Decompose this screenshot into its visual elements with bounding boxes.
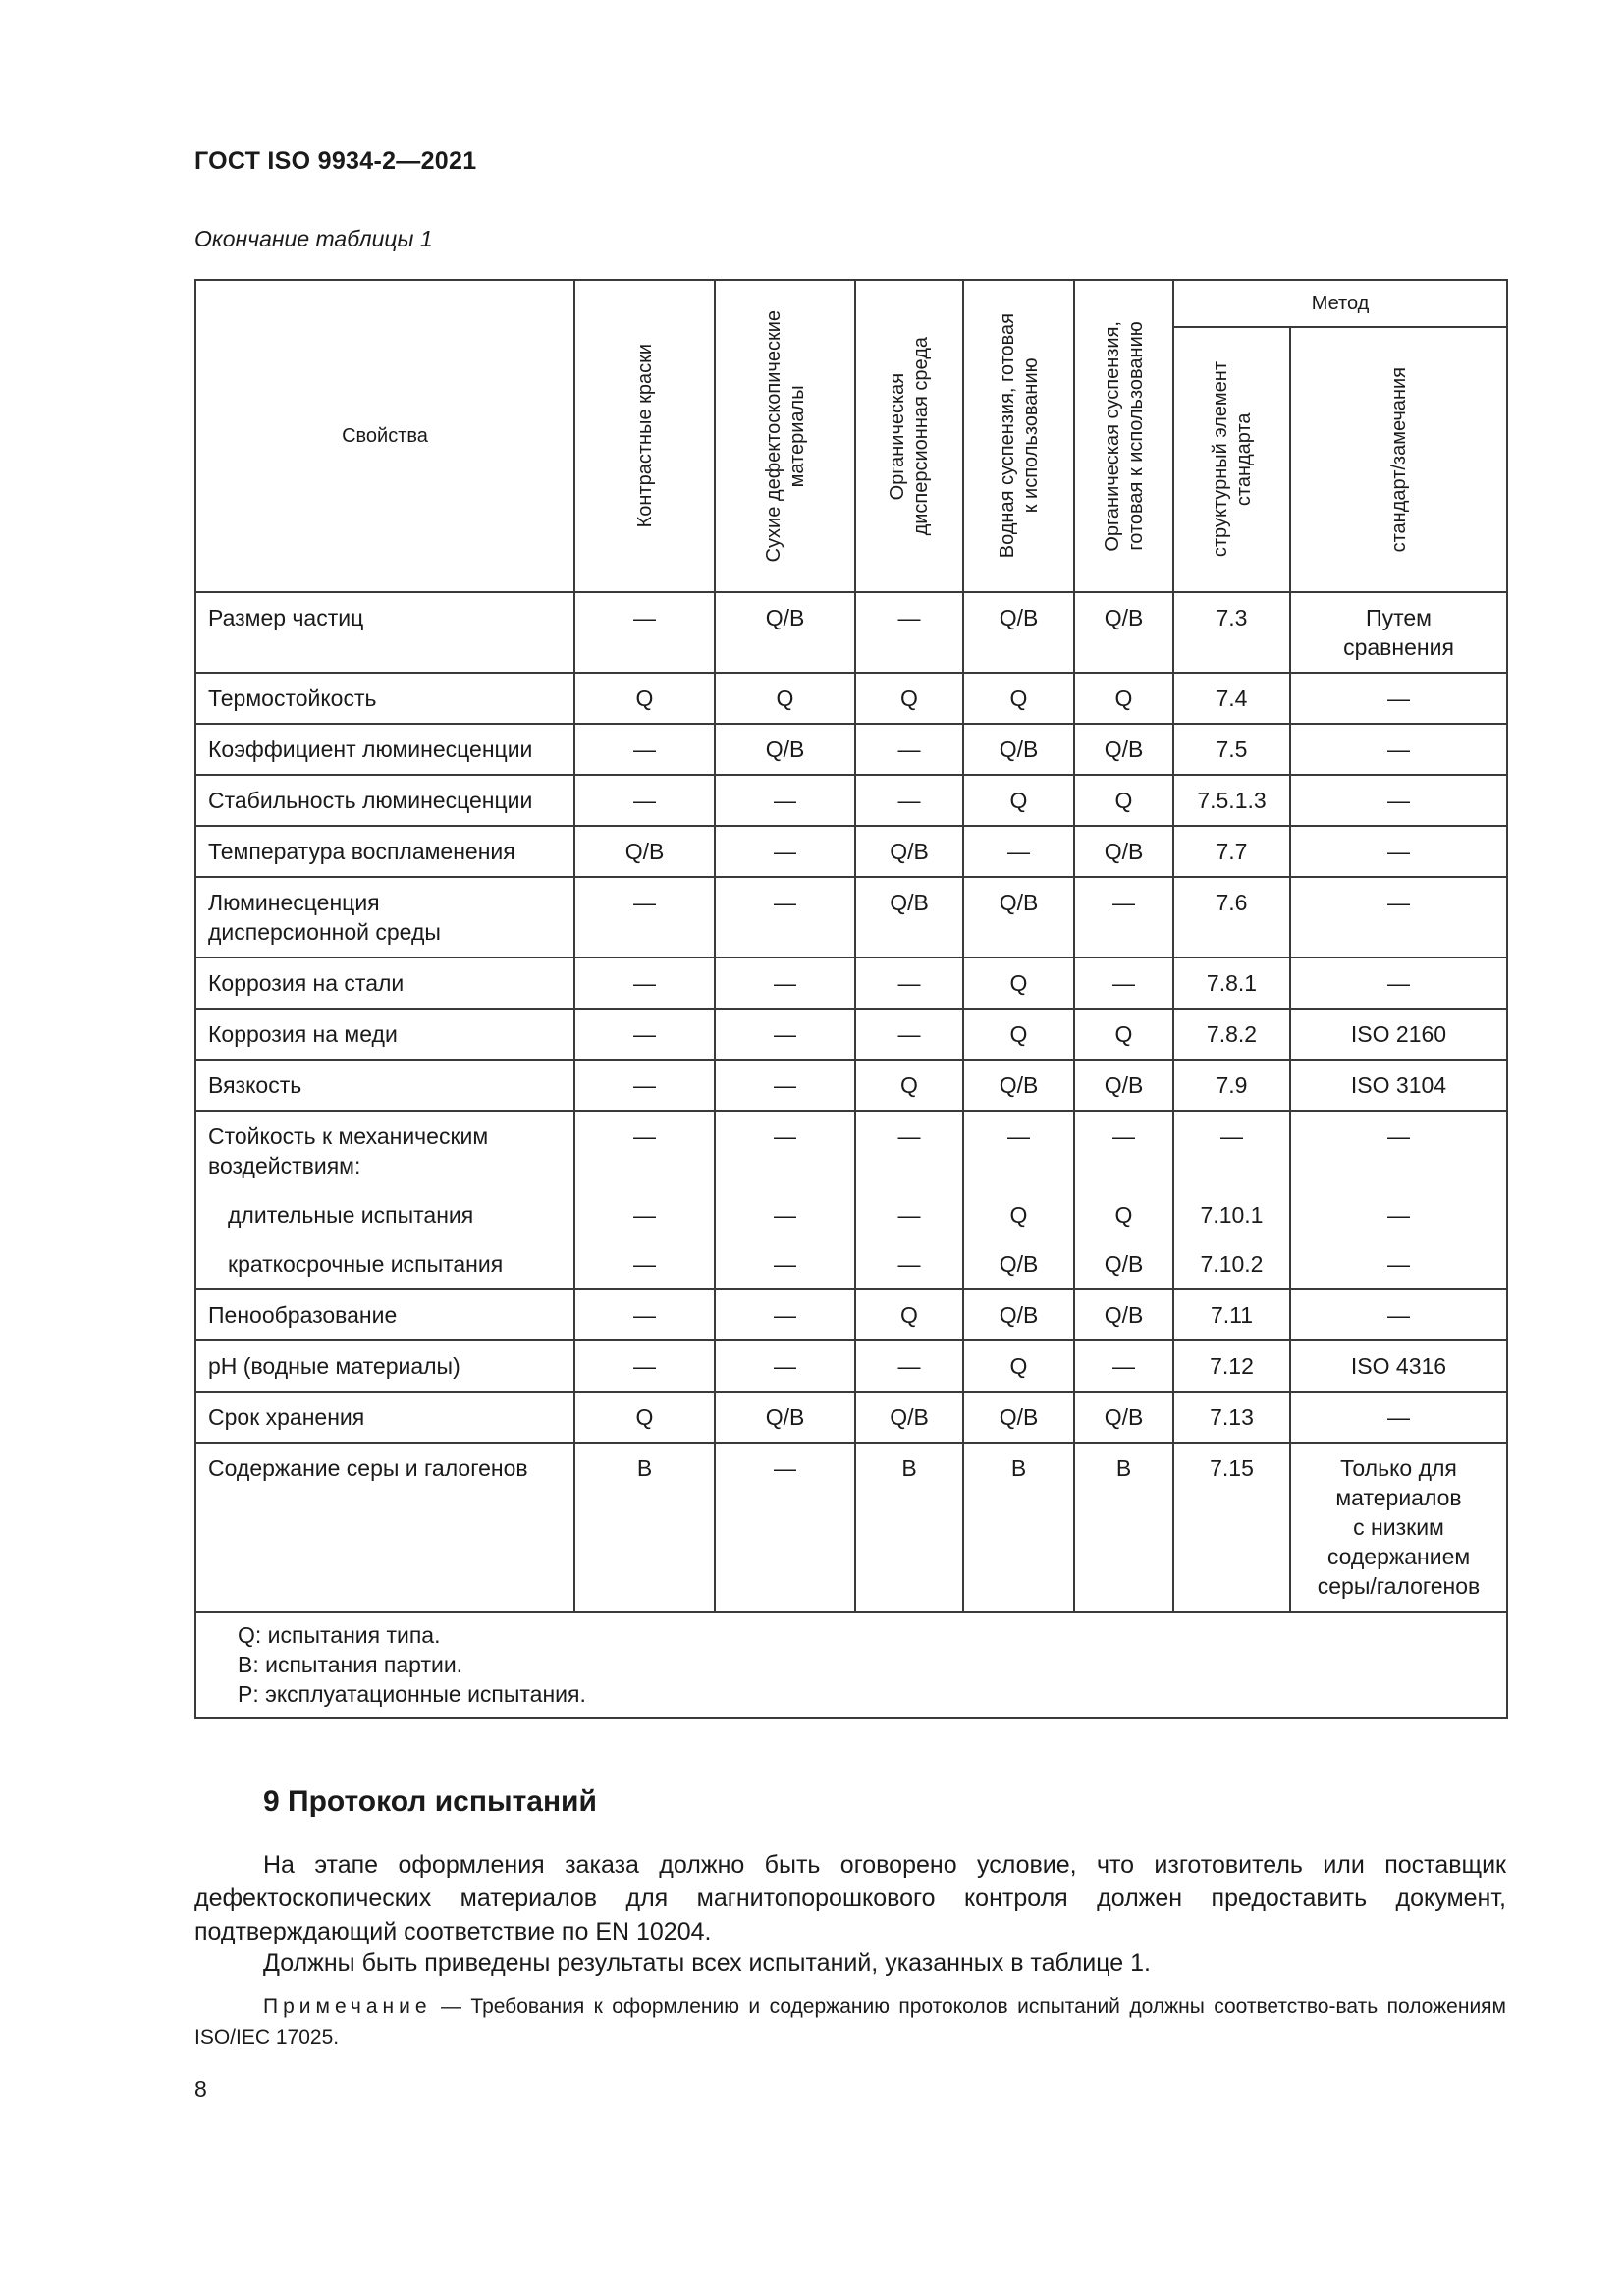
cell-standard: — <box>1290 1392 1507 1443</box>
cell-structural-element: 7.13 <box>1173 1392 1290 1443</box>
table-row <box>195 1289 1507 1340</box>
cell: Q <box>963 673 1074 724</box>
cell-structural-element: 7.9 <box>1173 1060 1290 1111</box>
cell: Q <box>1074 673 1173 724</box>
note-label: Примечание <box>263 1995 432 2018</box>
cell-standard: — <box>1290 673 1507 724</box>
cell: Q <box>574 1392 715 1443</box>
cell: Q/B <box>574 826 715 877</box>
cell-structural-element: 7.8.2 <box>1173 1009 1290 1060</box>
cell: Q/B <box>1074 826 1173 877</box>
header-organic-suspension: Органическая суспензия, готовая к использованию <box>1074 280 1173 592</box>
cell: Q <box>855 1289 963 1340</box>
cell: — <box>715 775 855 826</box>
table-row <box>195 775 1507 826</box>
cell: — <box>963 826 1074 877</box>
cell: — <box>715 1340 855 1392</box>
cell-standard: — <box>1290 826 1507 877</box>
table-notes-row <box>195 1612 1507 1718</box>
cell: Q <box>963 957 1074 1009</box>
cell: — — — <box>855 1111 963 1289</box>
cell: — Q Q/B <box>963 1111 1074 1289</box>
cell: Q/B <box>1074 1289 1173 1340</box>
paragraph: Должны быть приведены результаты всех испытаний, указанных в таблице 1. <box>263 1949 1151 1977</box>
cell: B <box>855 1443 963 1612</box>
note-line: Q: испытания типа. <box>238 1622 441 1648</box>
table-row <box>195 1392 1507 1443</box>
properties-table <box>194 279 1508 1719</box>
table-row <box>195 957 1507 1009</box>
row-name: Пенообразование <box>195 1289 574 1340</box>
row-name: Коэффициент люминесценции <box>195 724 574 775</box>
cell-structural-element: 7.8.1 <box>1173 957 1290 1009</box>
cell: — <box>574 1340 715 1392</box>
cell-standard: Путем сравнения <box>1290 592 1507 673</box>
cell: Q <box>963 1340 1074 1392</box>
header-standard-remarks: стандарт/замечания <box>1290 327 1507 592</box>
cell: Q/B <box>963 592 1074 673</box>
cell: Q/B <box>963 1289 1074 1340</box>
cell: — <box>574 957 715 1009</box>
cell: — <box>715 1443 855 1612</box>
note-line: P: эксплуатационные испытания. <box>238 1681 586 1707</box>
cell: Q/B <box>963 1060 1074 1111</box>
table-row <box>195 877 1507 957</box>
header-structural-element: структурный элемент стандарта <box>1173 327 1290 592</box>
cell: Q <box>963 1009 1074 1060</box>
header-dry-materials: Сухие дефектоскопические материалы <box>715 280 855 592</box>
row-name: pH (водные материалы) <box>195 1340 574 1392</box>
cell: — <box>855 1340 963 1392</box>
cell: — <box>1074 957 1173 1009</box>
cell-standard: — <box>1290 1289 1507 1340</box>
cell: B <box>1074 1443 1173 1612</box>
cell: Q/B <box>963 877 1074 957</box>
cell-standard: — <box>1290 957 1507 1009</box>
cell: — <box>855 724 963 775</box>
cell: Q/B <box>715 1392 855 1443</box>
table-row <box>195 1340 1507 1392</box>
table-row <box>195 1443 1507 1612</box>
cell: — <box>715 957 855 1009</box>
cell-standard: — <box>1290 724 1507 775</box>
table-row <box>195 1060 1507 1111</box>
row-name: Вязкость <box>195 1060 574 1111</box>
cell: — <box>855 775 963 826</box>
cell: — <box>574 724 715 775</box>
cell: Q <box>855 673 963 724</box>
row-name: Коррозия на стали <box>195 957 574 1009</box>
cell: — <box>1074 1340 1173 1392</box>
table-row <box>195 592 1507 673</box>
table-row <box>195 1009 1507 1060</box>
cell: Q/B <box>1074 1060 1173 1111</box>
cell: — <box>574 1009 715 1060</box>
cell: — <box>1074 877 1173 957</box>
table-row <box>195 724 1507 775</box>
cell: — <box>715 826 855 877</box>
cell-structural-element: 7.3 <box>1173 592 1290 673</box>
cell-standard: ISO 2160 <box>1290 1009 1507 1060</box>
note-line: B: испытания партии. <box>238 1652 463 1677</box>
cell-structural-element: 7.12 <box>1173 1340 1290 1392</box>
row-name: Термостойкость <box>195 673 574 724</box>
cell: Q/B <box>963 1392 1074 1443</box>
cell: — <box>855 592 963 673</box>
cell-structural-element: 7.7 <box>1173 826 1290 877</box>
cell: — <box>574 775 715 826</box>
cell: Q/B <box>855 826 963 877</box>
row-name: Стойкость к механическим воздействиям: длительные испытания краткосрочные испытания <box>195 1111 574 1289</box>
cell-standard: Только для материалов с низким содержанием серы/галогенов <box>1290 1443 1507 1612</box>
cell: — <box>574 592 715 673</box>
cell: Q <box>1074 775 1173 826</box>
cell-structural-element: 7.5 <box>1173 724 1290 775</box>
table-caption: Окончание таблицы 1 <box>194 226 433 251</box>
cell: — <box>715 877 855 957</box>
row-name: Люминесценция дисперсионной среды <box>195 877 574 957</box>
cell: — <box>715 1009 855 1060</box>
cell: — Q Q/B <box>1074 1111 1173 1289</box>
header-properties: Свойства <box>195 280 574 592</box>
cell: Q/B <box>855 1392 963 1443</box>
table-row <box>195 673 1507 724</box>
cell-standard: — <box>1290 877 1507 957</box>
row-name: Размер частиц <box>195 592 574 673</box>
cell-standard: ISO 3104 <box>1290 1060 1507 1111</box>
cell: Q/B <box>963 724 1074 775</box>
cell-structural-element: 7.4 <box>1173 673 1290 724</box>
cell: — <box>574 877 715 957</box>
cell: — <box>715 1060 855 1111</box>
page-number: 8 <box>194 2076 207 2102</box>
table-row <box>195 826 1507 877</box>
header-water-suspension: Водная суспензия, готовая к использованию <box>963 280 1074 592</box>
cell-structural-element: 7.6 <box>1173 877 1290 957</box>
cell: — <box>574 1060 715 1111</box>
cell: Q <box>963 775 1074 826</box>
cell: B <box>574 1443 715 1612</box>
cell: — <box>574 1289 715 1340</box>
cell: — <box>855 1009 963 1060</box>
cell: Q/B <box>1074 592 1173 673</box>
header-organic-medium: Органическая дисперсионная среда <box>855 280 963 592</box>
cell: Q <box>855 1060 963 1111</box>
cell: Q/B <box>855 877 963 957</box>
cell-structural-element: 7.11 <box>1173 1289 1290 1340</box>
row-name: Коррозия на меди <box>195 1009 574 1060</box>
cell: Q/B <box>1074 1392 1173 1443</box>
cell-standard: — <box>1290 775 1507 826</box>
cell-standard: — — — <box>1290 1111 1507 1289</box>
cell-structural-element: — 7.10.1 7.10.2 <box>1173 1111 1290 1289</box>
table-row <box>195 1111 1507 1289</box>
cell: B <box>963 1443 1074 1612</box>
cell: Q/B <box>1074 724 1173 775</box>
cell: Q <box>574 673 715 724</box>
table-notes <box>195 1612 1507 1718</box>
document-code: ГОСТ ISO 9934-2—2021 <box>194 147 477 175</box>
paragraph: На этапе оформления заказа должно быть оговорено условие, что изготовитель или поставщик дефектоскопических материалов для магнитопорошкового контроля должен предоставить документ, подтверждающий соответствие по EN 10204. <box>194 1851 1506 1945</box>
cell: Q/B <box>715 724 855 775</box>
row-name: Стабильность люминесценции <box>195 775 574 826</box>
cell-structural-element: 7.5.1.3 <box>1173 775 1290 826</box>
row-name: Содержание серы и галогенов <box>195 1443 574 1612</box>
cell: — <box>855 957 963 1009</box>
cell: Q <box>715 673 855 724</box>
header-contrast-paints: Контрастные краски <box>574 280 715 592</box>
cell-standard: ISO 4316 <box>1290 1340 1507 1392</box>
cell: — — — <box>574 1111 715 1289</box>
row-name: Срок хранения <box>195 1392 574 1443</box>
header-method: Метод <box>1173 280 1507 327</box>
cell-structural-element: 7.15 <box>1173 1443 1290 1612</box>
cell: Q/B <box>715 592 855 673</box>
section-heading: 9 Протокол испытаний <box>263 1785 597 1818</box>
row-name: Температура воспламенения <box>195 826 574 877</box>
cell: — — — <box>715 1111 855 1289</box>
note: Примечание — Требования к оформлению и содержанию протоколов испытаний должны соответство-вать положениям ISO/IEC 17025. <box>194 1995 1506 2049</box>
cell: — <box>715 1289 855 1340</box>
cell: Q <box>1074 1009 1173 1060</box>
